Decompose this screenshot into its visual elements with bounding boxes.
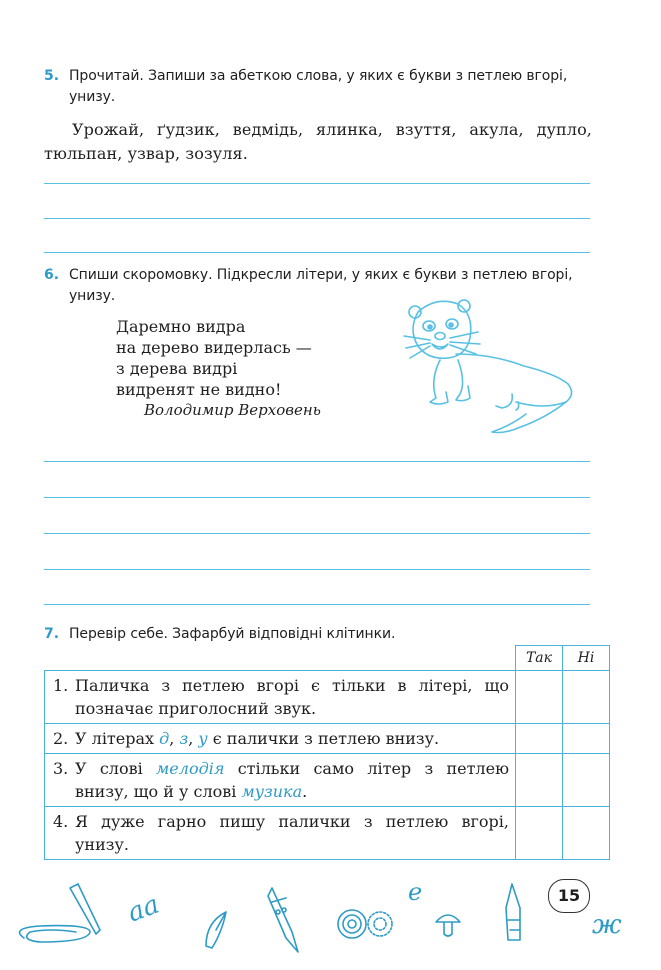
row-statement: У слові мелодія стільки само літер з петлею внизу, що й у слові музика. — [75, 759, 509, 801]
letter-zh: ж — [592, 910, 622, 940]
poem-line: видренят не видно! — [116, 380, 282, 399]
yes-cell[interactable] — [516, 807, 563, 860]
row-statement: Паличка з петлею вгорі є тільки в літері, що позначає приголосний звук. — [75, 676, 509, 718]
pencil-character-icon — [268, 888, 298, 952]
task-number: 6. — [44, 267, 60, 283]
highlight-letter: з — [179, 729, 189, 748]
yes-cell[interactable] — [516, 671, 563, 724]
task-number: 7. — [44, 626, 60, 642]
letter-e: е — [408, 878, 423, 906]
pen-nib-icon — [506, 884, 520, 940]
table-row — [45, 671, 610, 724]
writing-line[interactable] — [44, 569, 590, 570]
writing-line[interactable] — [44, 604, 590, 605]
writing-line[interactable] — [44, 461, 590, 462]
task-7 — [44, 624, 592, 645]
spiral-pen-icon — [20, 884, 100, 942]
writing-line[interactable] — [44, 218, 590, 219]
table-row — [45, 754, 610, 807]
mushroom-icon — [436, 915, 460, 936]
task-number: 5. — [44, 68, 60, 84]
otter-illustration — [396, 290, 586, 440]
letter-aa: аа — [123, 889, 164, 929]
yes-cell[interactable] — [516, 754, 563, 807]
writing-line[interactable] — [44, 497, 590, 498]
poem-author: Володимир Верховень — [144, 401, 321, 419]
row-statement: У літерах д, з, у є палички з петлею внизу. — [75, 729, 440, 748]
highlight-word: музика — [241, 782, 303, 801]
row-number: 4. — [53, 812, 69, 831]
no-cell[interactable] — [563, 671, 610, 724]
writing-line[interactable] — [44, 252, 590, 253]
row-number: 1. — [53, 676, 69, 695]
column-no: Ні — [563, 646, 610, 671]
no-cell[interactable] — [563, 724, 610, 754]
task-instruction: Прочитай. Запиши за абеткою слова, у яких є букви з петлею вгорі, унизу. — [69, 68, 568, 105]
page-number: 15 — [548, 879, 590, 913]
self-check-table — [44, 645, 610, 860]
spiral-icon — [338, 910, 392, 938]
task-instruction: Спиши скоромовку. Підкресли літери, у яких є букви з петлею вгорі, унизу. — [69, 267, 573, 304]
seashell-icon — [206, 912, 226, 948]
poem-line: на дерево видерлась — — [116, 338, 312, 357]
table-header-row — [45, 646, 610, 671]
writing-line[interactable] — [44, 183, 590, 184]
no-cell[interactable] — [563, 807, 610, 860]
table-row — [45, 724, 610, 754]
highlight-word: мелодія — [156, 759, 225, 778]
row-statement: Я дуже гарно пишу палички з петлею вгорі, унизу. — [75, 812, 509, 854]
yes-cell[interactable] — [516, 724, 563, 754]
column-yes: Так — [516, 646, 563, 671]
no-cell[interactable] — [563, 754, 610, 807]
writing-line[interactable] — [44, 533, 590, 534]
poem-line: Даремно видра — [116, 317, 246, 336]
task-5 — [44, 66, 592, 166]
task-instruction: Перевір себе. Зафарбуй відповідні клітинки. — [69, 626, 396, 642]
row-number: 3. — [53, 759, 69, 778]
row-number: 2. — [53, 729, 69, 748]
tongue-twister — [116, 316, 321, 421]
poem-line: з дерева видрі — [116, 359, 238, 378]
highlight-letter: у — [198, 729, 208, 748]
highlight-letter: д — [159, 729, 170, 748]
table-row — [45, 807, 610, 860]
word-list: Урожай, ґудзик, ведмідь, ялинка, взуття, акула, дупло, тюльпан, узвар, зозуля. — [44, 120, 592, 163]
